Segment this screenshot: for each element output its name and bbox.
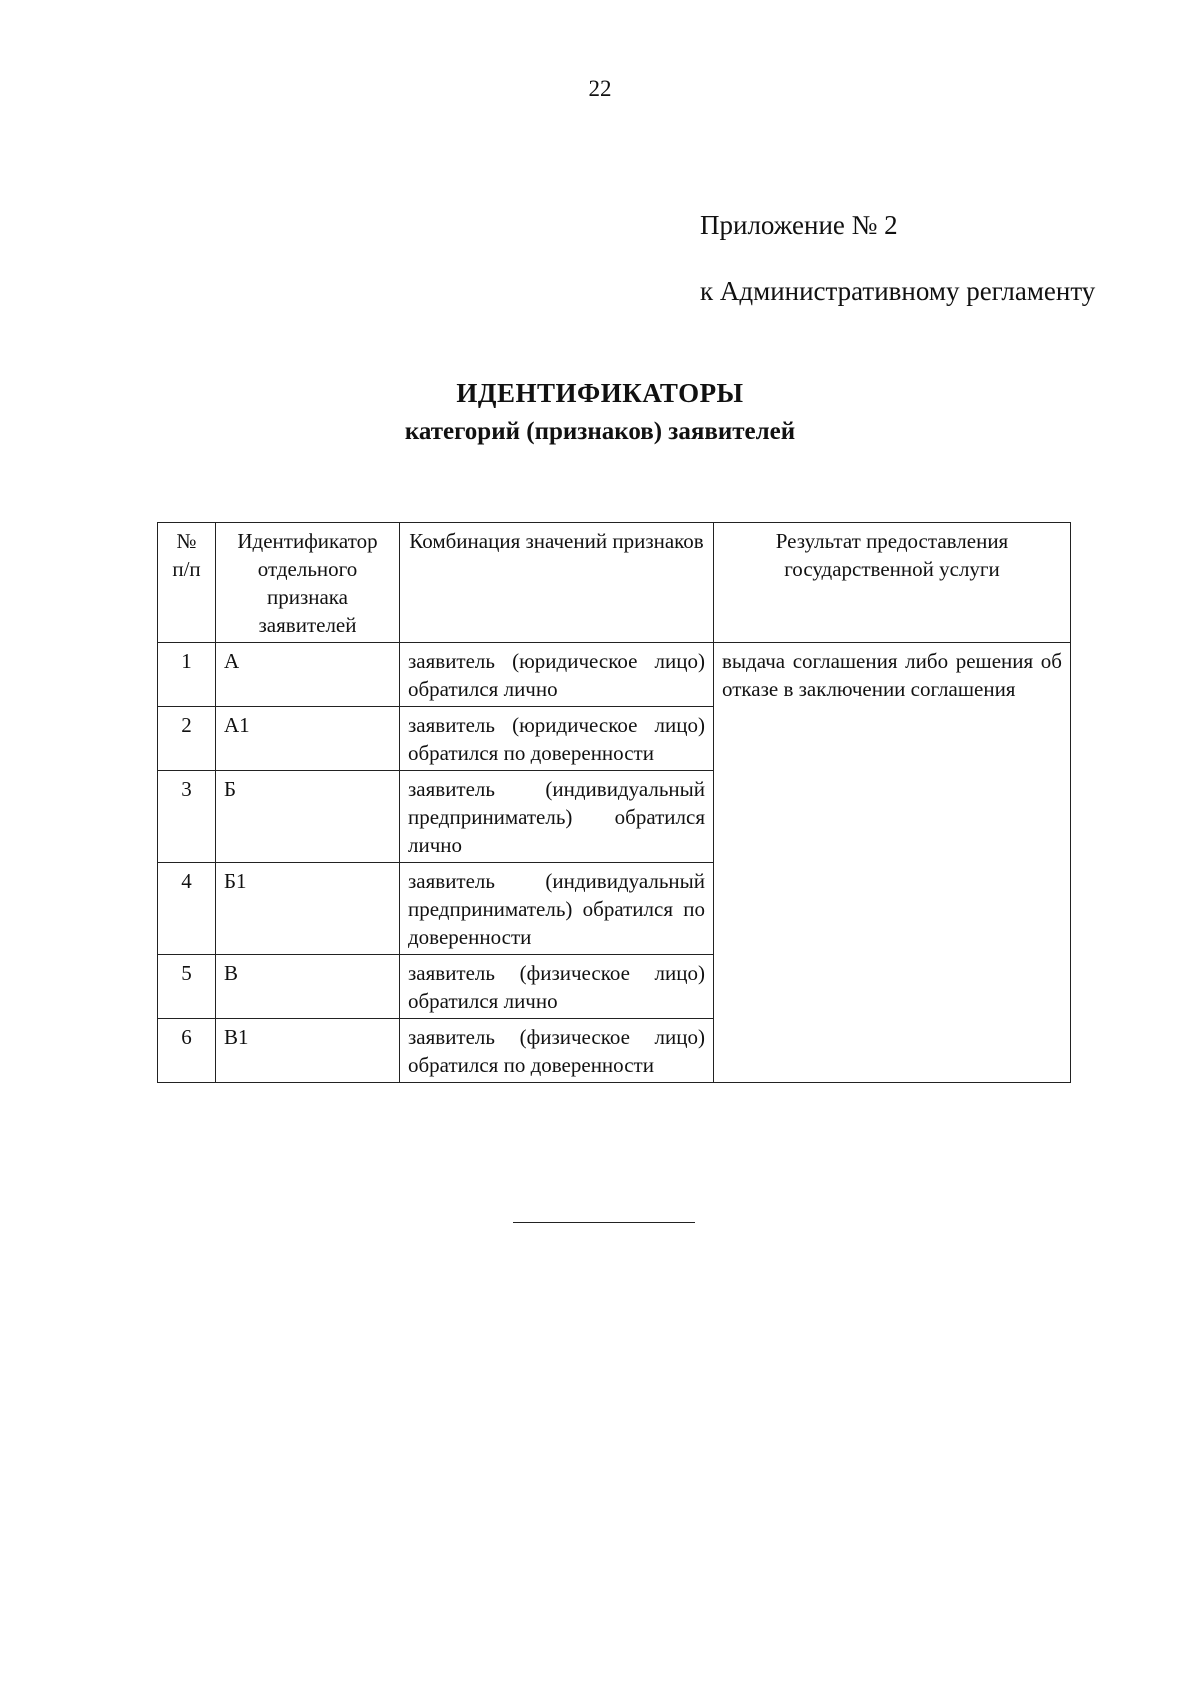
row-combination: заявитель (индивидуальный предприниматель) обратился лично: [400, 771, 714, 863]
row-identifier: В1: [216, 1019, 400, 1083]
row-identifier: А1: [216, 707, 400, 771]
row-identifier: А: [216, 643, 400, 707]
identifiers-table: [157, 522, 1071, 1083]
annex-title: Приложение № 2: [700, 210, 898, 240]
row-identifier: В: [216, 955, 400, 1019]
end-separator-line: [513, 1222, 695, 1223]
result-cell: выдача соглашения либо решения об отказе в заключении соглашения: [714, 643, 1071, 1083]
row-combination: заявитель (юридическое лицо) обратился лично: [400, 643, 714, 707]
row-combination: заявитель (индивидуальный предприниматель) обратился по доверенности: [400, 863, 714, 955]
page-number: 22: [588, 76, 612, 101]
row-combination: заявитель (физическое лицо) обратился по доверенности: [400, 1019, 714, 1083]
header-combination: Комбинация значений признаков: [400, 523, 714, 643]
row-identifier: Б: [216, 771, 400, 863]
row-number: 6: [158, 1019, 216, 1083]
document-title: ИДЕНТИФИКАТОРЫ: [456, 378, 744, 408]
table-header-row: [158, 523, 1071, 643]
row-number: 2: [158, 707, 216, 771]
annex-subtitle: к Административному регламенту: [700, 276, 1096, 306]
document-subtitle: категорий (признаков) заявителей: [404, 418, 796, 445]
table-row: [158, 643, 1071, 707]
header-identifier: Идентификатор отдельного признака заявителей: [216, 523, 400, 643]
row-number: 5: [158, 955, 216, 1019]
row-number: 4: [158, 863, 216, 955]
header-result: Результат предоставления государственной услуги: [714, 523, 1071, 643]
row-combination: заявитель (физическое лицо) обратился лично: [400, 955, 714, 1019]
row-identifier: Б1: [216, 863, 400, 955]
header-num: № п/п: [158, 523, 216, 643]
row-number: 3: [158, 771, 216, 863]
row-combination: заявитель (юридическое лицо) обратился по доверенности: [400, 707, 714, 771]
row-number: 1: [158, 643, 216, 707]
